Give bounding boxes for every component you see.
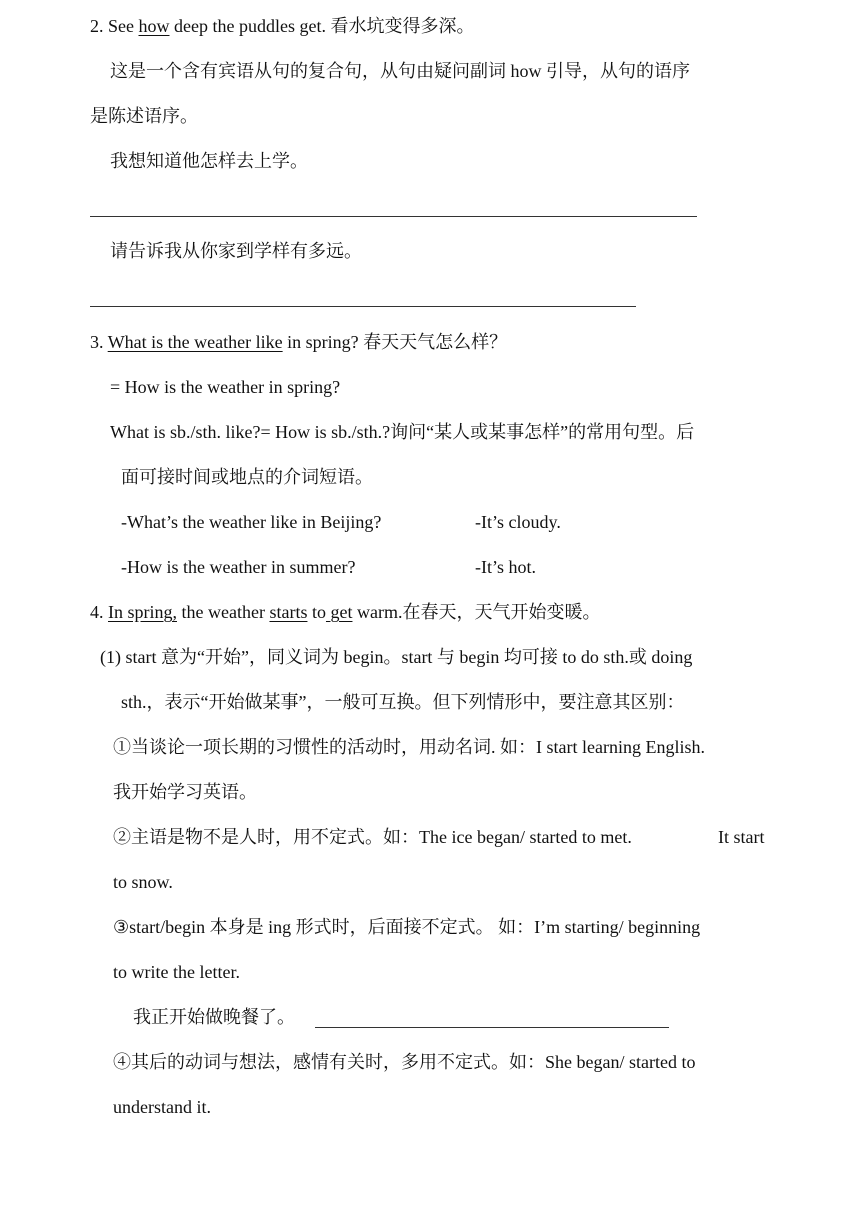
s4-case-4a: ④其后的动词与想法，感情有关时，多用不定式。如：She began/ started to xyxy=(113,1052,696,1072)
s4-case-2a: ②主语是物不是人时，用不定式。如：The ice began/ started to met. xyxy=(113,827,632,847)
answer-blank-1[interactable] xyxy=(90,216,697,217)
s2-exercise-2: 请告诉我从你家到学样有多远。 xyxy=(110,241,362,261)
s4-heading xyxy=(90,600,600,624)
s4-case-1a: ①当谈论一项长期的习惯性的活动时，用动名词. 如：I start learning English. xyxy=(113,737,705,757)
s2-explain-1: 这是一个含有宾语从句的复合句，从句由疑问副词 how 引导，从句的语序 xyxy=(110,61,690,81)
s2-chinese: 看水坑变得多深。 xyxy=(330,16,475,36)
s4-to: to xyxy=(311,602,326,622)
s3-number: 3. xyxy=(90,332,104,352)
s4-case-3-exercise: 我正开始做晚餐了。 xyxy=(133,1007,295,1027)
s4-get: get xyxy=(330,602,353,622)
s2-heading xyxy=(90,14,474,38)
s4-case-2b: to snow. xyxy=(113,872,173,892)
s2-rest: deep the puddles get. xyxy=(174,16,326,36)
s4-the-weather: the weather xyxy=(181,602,265,622)
s2-number: 2. xyxy=(90,16,104,36)
s2-see: See xyxy=(108,16,134,36)
s3-note-2: 面可接时间或地点的介词短语。 xyxy=(121,467,373,487)
s3-dialog-1-a: -It’s cloudy. xyxy=(475,512,561,532)
s3-dialog-2-q: -How is the weather in summer? xyxy=(121,557,356,577)
s4-number: 4. xyxy=(90,602,104,622)
s3-question-underlined: What is the weather like xyxy=(107,332,283,352)
s4-in-spring: In spring, xyxy=(108,602,177,622)
s4-case-4b: understand it. xyxy=(113,1097,211,1117)
s3-note-1: What is sb./sth. like?= How is sb./sth.?询问“某人或某事怎样”的常用句型。后 xyxy=(110,422,695,442)
answer-blank-2[interactable] xyxy=(90,306,636,307)
s3-heading xyxy=(90,330,507,354)
s4-warm: warm.在春天，天气开始变暖。 xyxy=(356,602,601,622)
s3-dialog-2-a: -It’s hot. xyxy=(475,557,536,577)
s2-exercise-1: 我想知道他怎样去上学。 xyxy=(110,151,308,171)
s3-question-rest: in spring? 春天天气怎么样？ xyxy=(287,332,508,352)
s4-point-1b: sth.，表示“开始做某事”，一般可互换。但下列情形中，要注意其区别： xyxy=(121,692,685,712)
s3-equivalent: = How is the weather in spring? xyxy=(110,377,341,397)
s4-case-2a-right: It start xyxy=(718,827,765,847)
s4-case-1b: 我开始学习英语。 xyxy=(113,782,257,802)
s4-case-3b: to write the letter. xyxy=(113,962,240,982)
s4-starts: starts xyxy=(269,602,308,622)
s4-point-1a: (1) start 意为“开始”，同义词为 begin。start 与 begin 均可接 to do sth.或 doing xyxy=(100,647,693,667)
answer-blank-3[interactable] xyxy=(315,1027,669,1028)
s2-how-underlined: how xyxy=(138,16,170,36)
s3-dialog-1-q: -What’s the weather like in Beijing? xyxy=(121,512,382,532)
s2-explain-2: 是陈述语序。 xyxy=(90,106,198,126)
s4-case-3a: ③start/begin 本身是 ing 形式时，后面接不定式。 如：I’m starting/ beginning xyxy=(113,917,701,937)
